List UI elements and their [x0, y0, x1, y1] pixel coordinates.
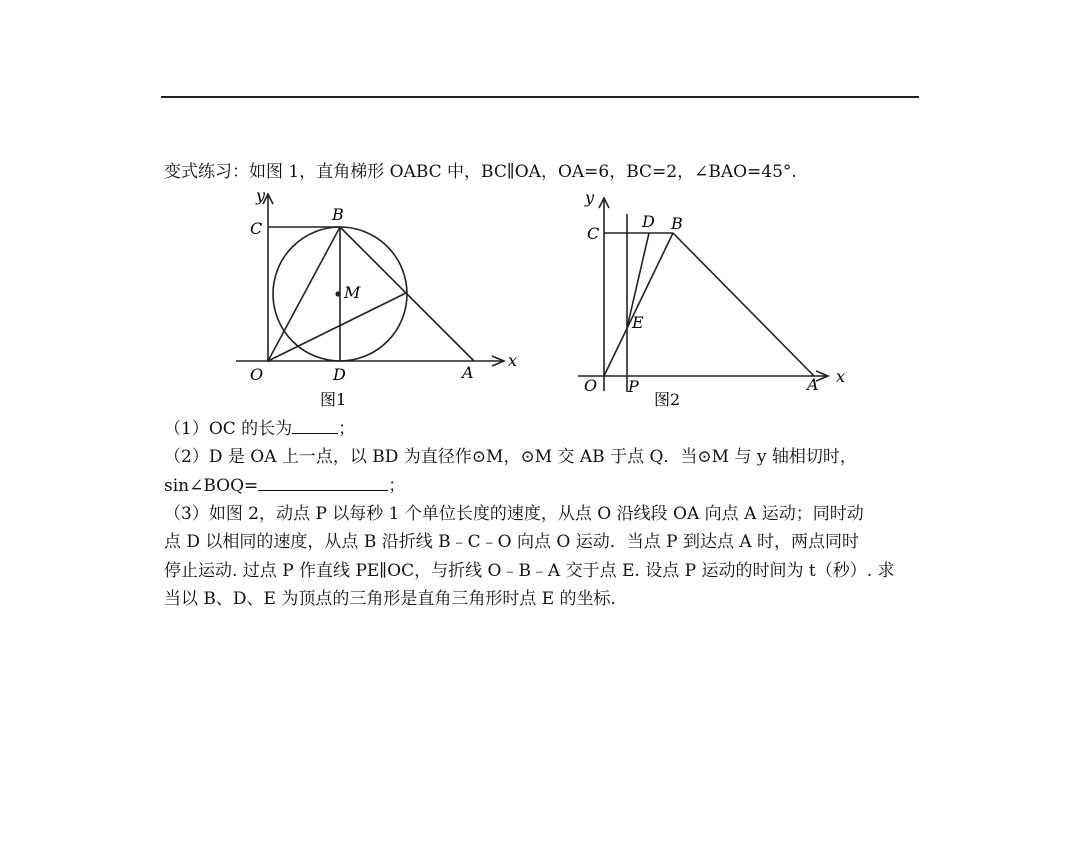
label-O: O [250, 365, 264, 384]
label-O: O [584, 376, 598, 395]
q1-answer-blank[interactable] [292, 415, 338, 434]
q1-suffix: ； [338, 419, 356, 439]
segment-BA [673, 233, 814, 376]
point-M [335, 291, 340, 296]
label-y: y [585, 188, 595, 207]
segment-OB [268, 227, 340, 361]
question-3-line3: 停止运动. 过点 P 作直线 PE∥OC，与折线 O﹣B﹣A 交于点 E. 设点 P 运动的时间为 t（秒）. 求 [164, 561, 895, 581]
label-E: E [632, 313, 644, 332]
label-D: D [333, 365, 346, 384]
segment-OB [604, 233, 673, 376]
segment-OQ [268, 293, 406, 361]
figure-2 [570, 186, 860, 412]
label-y: y [256, 186, 266, 205]
figure-1 [230, 186, 530, 412]
question-1 [164, 415, 355, 443]
q2-answer-blank[interactable] [258, 472, 388, 491]
question-2-line1: （2）D 是 OA 上一点，以 BD 为直径作⊙M，⊙M 交 AB 于点 Q．当⊙M 与 y 轴相切时， [164, 447, 857, 467]
label-A: A [462, 363, 474, 382]
label-D: D [642, 212, 655, 231]
label-x: x [836, 367, 846, 386]
q2-prefix: sin∠BOQ= [164, 476, 259, 496]
label-B: B [671, 214, 683, 233]
label-M: M [344, 283, 361, 302]
intro-text: 变式练习：如图 1，直角梯形 OABC 中，BC∥OA，OA=6，BC=2，∠BAO=45°. [164, 162, 797, 182]
label-C: C [250, 219, 263, 238]
label-x: x [508, 351, 518, 370]
figure-2-caption: 图2 [654, 390, 681, 409]
label-C: C [587, 224, 600, 243]
question-3-line1: （3）如图 2，动点 P 以每秒 1 个单位长度的速度，从点 O 沿线段 OA 向点 A 运动；同时动 [164, 504, 864, 524]
question-3-line2: 点 D 以相同的速度，从点 B 沿折线 B﹣C﹣O 向点 O 运动．当点 P 到达点 A 时，两点同时 [164, 532, 860, 552]
q1-prefix: （1）OC 的长为 [164, 419, 293, 439]
label-P: P [628, 377, 639, 396]
header-rule [161, 96, 919, 98]
question-3-line4: 当以 B、D、E 为顶点的三角形是直角三角形时点 E 的坐标. [164, 589, 616, 609]
label-A: A [807, 375, 819, 394]
q2-suffix: ； [388, 476, 406, 496]
question-2-line2 [164, 472, 405, 500]
label-B: B [332, 205, 344, 224]
figure-1-caption: 图1 [320, 390, 347, 409]
